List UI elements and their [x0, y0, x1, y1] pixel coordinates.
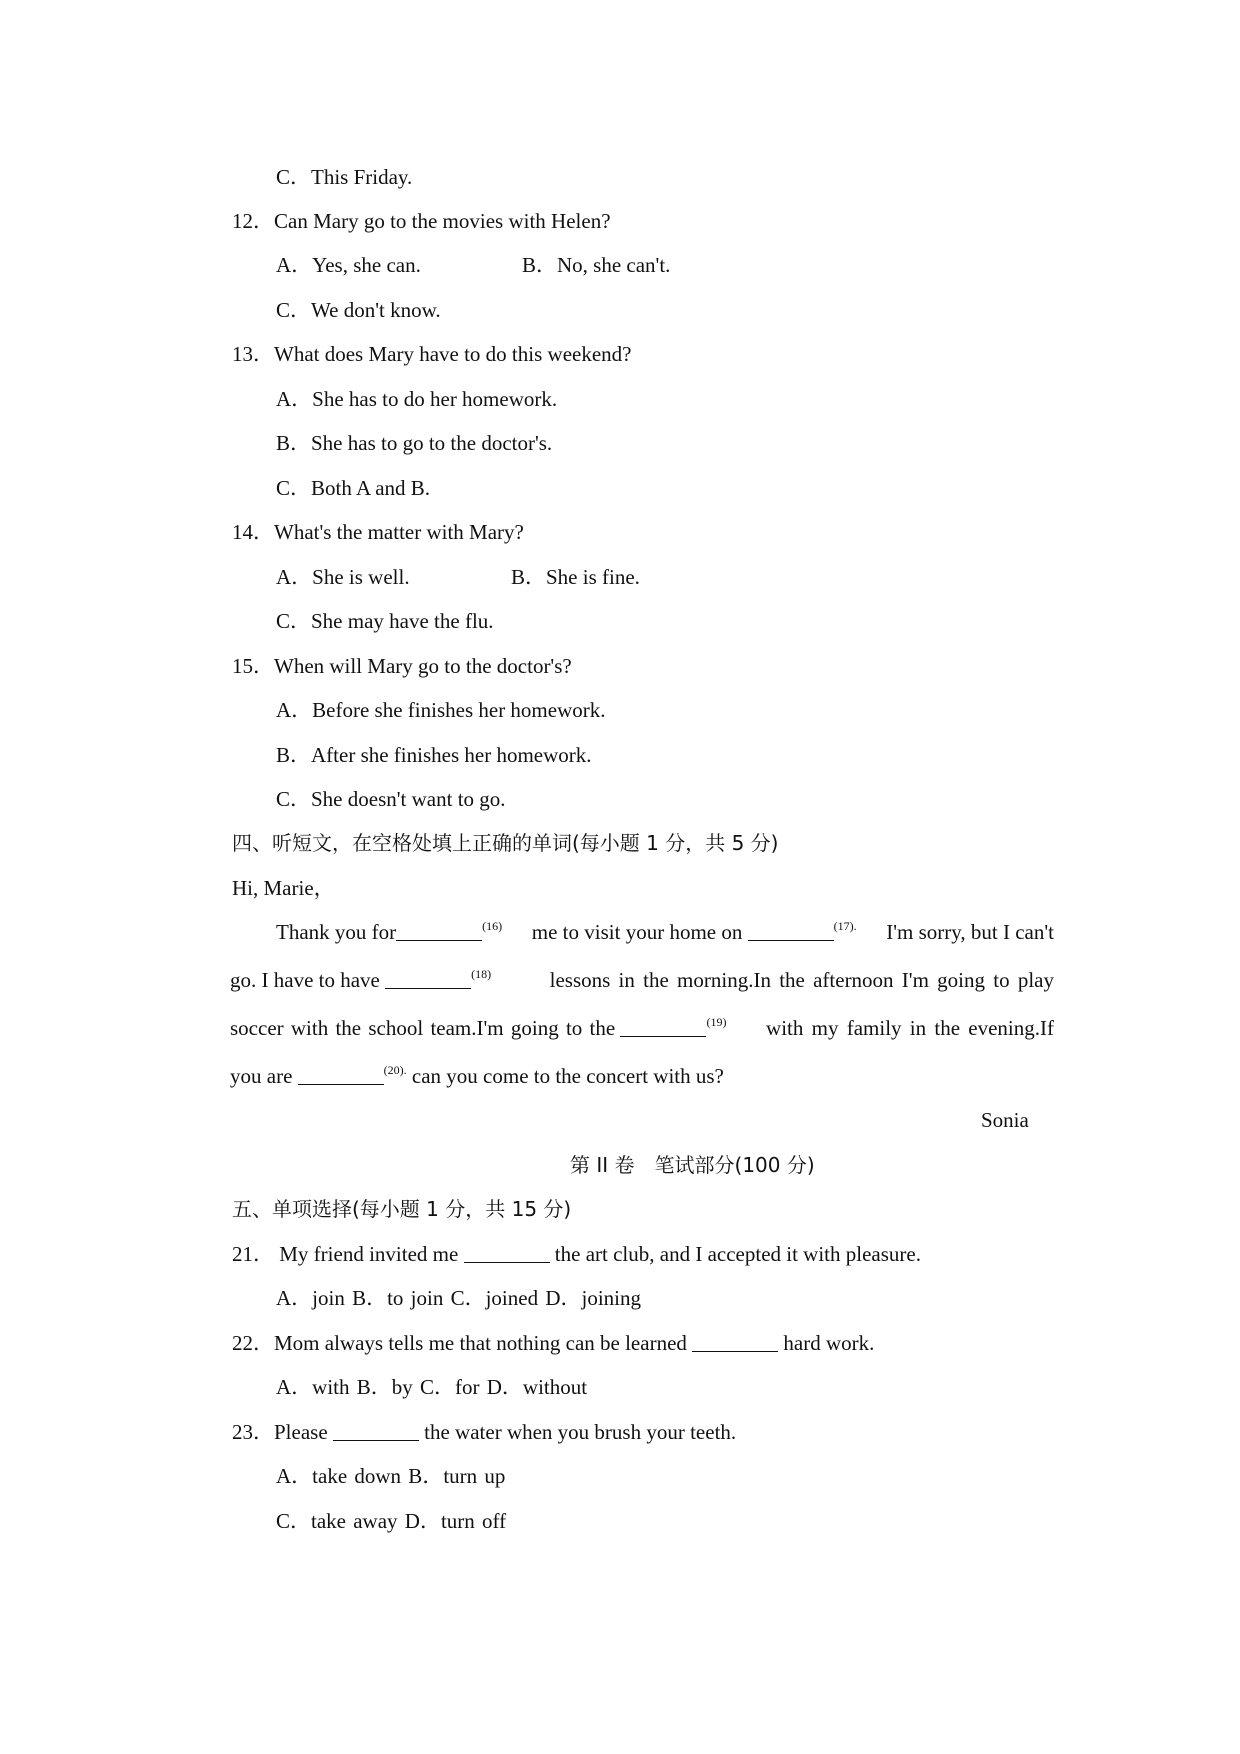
q23-stem-text: the water when you brush your teeth.	[424, 1420, 737, 1444]
q23-stem-text: 23．Please	[232, 1420, 328, 1444]
q12-option-c: C．We don't know.	[276, 298, 441, 322]
q12-option-b: B．No, she can't.	[522, 253, 671, 277]
letter-signature: Sonia	[981, 1108, 1029, 1132]
q13-stem: 13．What does Mary have to do this weekend?	[232, 342, 632, 366]
blank-16[interactable]	[396, 922, 482, 941]
letter-greeting: Hi, Marie，	[232, 876, 335, 900]
letter-text-segment: with my family in the evening.If	[766, 1016, 1054, 1040]
blank-number-16: (16)	[482, 919, 503, 933]
q11-option-c: C．This Friday.	[276, 165, 413, 189]
q15-option-a: A．Before she finishes her homework.	[276, 698, 606, 722]
letter-text	[230, 966, 491, 994]
letter-text	[230, 1014, 726, 1042]
q14-option-b: B．She is fine.	[511, 565, 640, 589]
letter-line-1	[276, 918, 1054, 946]
letter-text-segment: lessons in the morning.In the afternoon I'm going to play	[549, 968, 1054, 992]
blank-number-17: (17).	[833, 919, 857, 933]
q21-options: A．join B．to join C．joined D．joining	[276, 1286, 642, 1310]
q23-options-row-2: C．take away D．turn off	[276, 1509, 507, 1533]
letter-text-segment: I'm sorry, but I can't	[886, 920, 1054, 944]
q22-blank[interactable]	[692, 1333, 778, 1352]
q22-options: A．with B．by C．for D．without	[276, 1375, 588, 1399]
blank-17[interactable]	[748, 922, 834, 941]
q22-stem-text: hard work.	[783, 1331, 875, 1355]
letter-text-segment: you are	[230, 1064, 293, 1088]
letter-text-segment: go. I have to have	[230, 968, 380, 992]
q12-option-a: A．Yes, she can.	[276, 253, 421, 277]
letter-text	[532, 918, 857, 946]
q15-stem: 15．When will Mary go to the doctor's?	[232, 654, 572, 678]
blank-number-19: (19)	[706, 1015, 727, 1029]
q21-stem-text: 21． My friend invited me	[232, 1242, 459, 1266]
letter-text-segment: can you come to the concert with us?	[411, 1064, 724, 1088]
q15-option-c: C．She doesn't want to go.	[276, 787, 506, 811]
q13-option-b: B．She has to go to the doctor's.	[276, 431, 553, 455]
q13-option-c: C．Both A and B.	[276, 476, 431, 500]
blank-number-20: (20).	[383, 1063, 407, 1077]
blank-18[interactable]	[385, 970, 471, 989]
q22-stem-text: 22．Mom always tells me that nothing can be learned	[232, 1331, 687, 1355]
q13-option-a: A．She has to do her homework.	[276, 387, 558, 411]
q14-option-c: C．She may have the flu.	[276, 609, 494, 633]
part2-title: 第 II 卷 笔试部分(100 分)	[570, 1153, 815, 1177]
blank-20[interactable]	[298, 1066, 384, 1085]
q21-stem-text: the art club, and I accepted it with pleasure.	[554, 1242, 921, 1266]
blank-19[interactable]	[620, 1018, 706, 1037]
blank-number-18: (18)	[471, 967, 492, 981]
q14-stem: 14．What's the matter with Mary?	[232, 520, 524, 544]
letter-text-segment: soccer with the school team.I'm going to the	[230, 1016, 616, 1040]
q21-blank[interactable]	[464, 1244, 550, 1263]
q23-options-row-1: A．take down B．turn up	[276, 1464, 506, 1488]
letter-text-segment: Thank you for	[276, 920, 397, 944]
section5-heading: 五、单项选择(每小题 1 分，共 15 分)	[232, 1197, 572, 1221]
letter-line-2	[230, 966, 1054, 994]
q15-option-b: B．After she finishes her homework.	[276, 743, 592, 767]
q23-stem	[232, 1418, 736, 1446]
q12-stem: 12．Can Mary go to the movies with Helen?	[232, 209, 611, 233]
letter-text	[276, 918, 502, 946]
q23-blank[interactable]	[333, 1422, 419, 1441]
q21-stem	[232, 1240, 921, 1268]
letter-line-3	[230, 1014, 1054, 1042]
q14-option-a: A．She is well.	[276, 565, 410, 589]
letter-line-4	[230, 1062, 724, 1090]
q22-stem	[232, 1329, 874, 1357]
letter-text-segment: me to visit your home on	[531, 920, 743, 944]
section4-heading: 四、听短文，在空格处填上正确的单词(每小题 1 分，共 5 分)	[232, 831, 779, 855]
